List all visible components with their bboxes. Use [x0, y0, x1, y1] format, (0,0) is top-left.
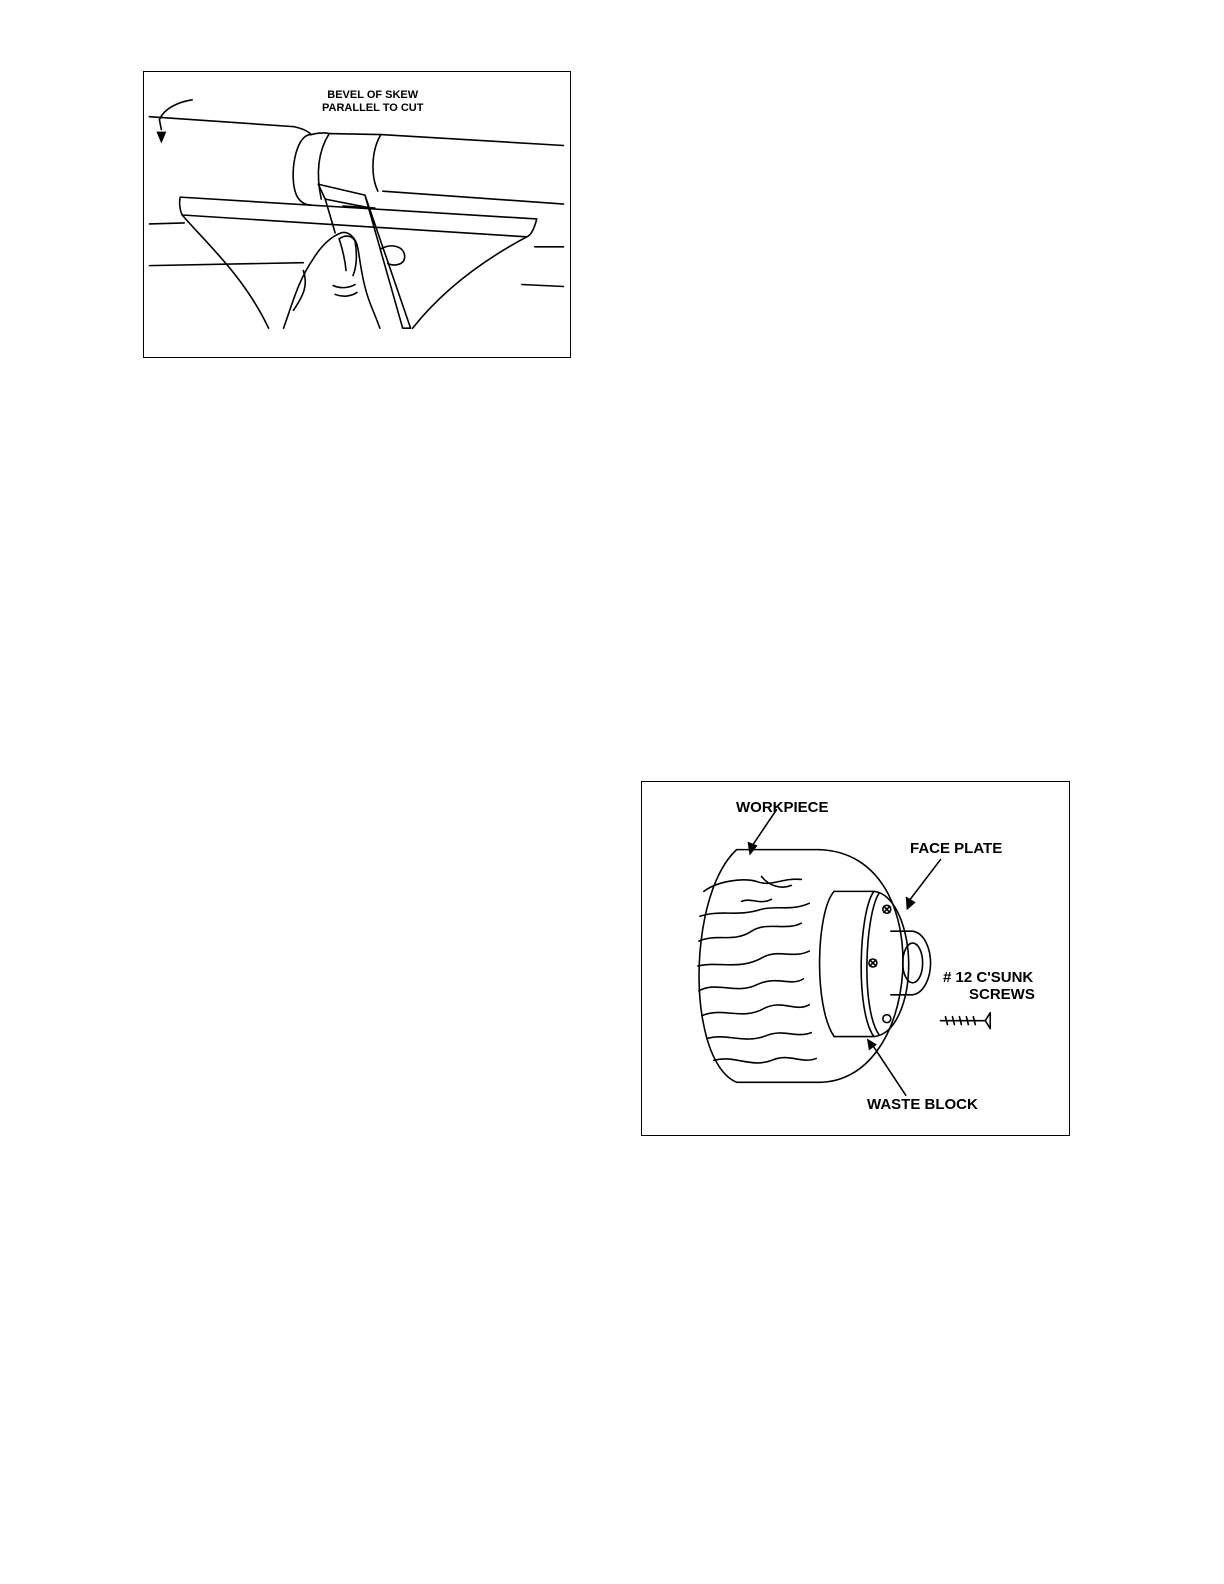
waste-block-label: WASTE BLOCK — [867, 1096, 978, 1113]
workpiece-label: WORKPIECE — [736, 799, 829, 816]
screws-label-line1: # 12 C'SUNK — [943, 969, 1034, 986]
bevel-label — [322, 89, 423, 114]
knuckle-crease — [333, 285, 355, 288]
hand-thumb — [284, 232, 380, 328]
workpiece-bottom-edge — [383, 191, 564, 204]
tool-rest-bar — [180, 197, 537, 237]
wood-grain-line — [704, 879, 801, 891]
wood-grain-line — [699, 979, 803, 991]
face-plate-illustration — [642, 782, 1069, 1135]
wood-grain-line — [699, 923, 801, 941]
knuckle-crease — [335, 292, 357, 296]
screw-slot — [870, 960, 876, 966]
wood-grain-line — [707, 1033, 811, 1039]
tool-rest-post-left — [182, 215, 268, 328]
bed-rail-line — [149, 223, 184, 224]
screws-label-line2: SCREWS — [969, 986, 1035, 1004]
skew-cut-figure — [143, 71, 571, 358]
skew-chisel-edge — [325, 199, 335, 233]
thumbnail-line — [339, 239, 346, 271]
wood-grain-line — [698, 951, 809, 966]
groove-shoulder — [293, 135, 311, 206]
rotation-arrow-head — [156, 132, 166, 144]
waste-block-front — [820, 891, 835, 1036]
workpiece-top-edge — [381, 135, 564, 146]
bevel-label-line2: PARALLEL TO CUT — [322, 101, 424, 114]
wood-grain-line — [702, 1005, 809, 1016]
face-plate-label: FACE PLATE — [910, 840, 1003, 857]
screws-label — [943, 969, 1035, 1004]
tool-rest-post-right — [413, 237, 527, 328]
groove-shoulder — [311, 133, 329, 135]
skew-cut-illustration — [144, 72, 570, 357]
screw-icon — [941, 1013, 991, 1029]
thumbnail-line — [353, 241, 356, 276]
screw-slot — [884, 906, 890, 912]
waste-block-leader-line — [871, 1043, 906, 1096]
rotation-arrow-shaft — [159, 100, 192, 130]
bed-rail-line — [522, 285, 564, 287]
face-plate-hub — [891, 931, 931, 995]
arrow-head — [748, 842, 758, 856]
bevel-label-line1: BEVEL OF SKEW — [327, 89, 419, 101]
screw-hole — [883, 1015, 891, 1023]
workpiece-top-edge — [149, 117, 293, 127]
workpiece-bead — [329, 134, 381, 192]
wood-grain-line — [742, 899, 772, 901]
face-plate-leader-line — [909, 860, 941, 902]
wood-grain-line — [700, 903, 809, 916]
workpiece-top-edge — [293, 127, 311, 135]
face-plate-figure — [641, 781, 1070, 1136]
wood-grain-line — [714, 1058, 816, 1063]
hub-bore — [903, 943, 923, 983]
